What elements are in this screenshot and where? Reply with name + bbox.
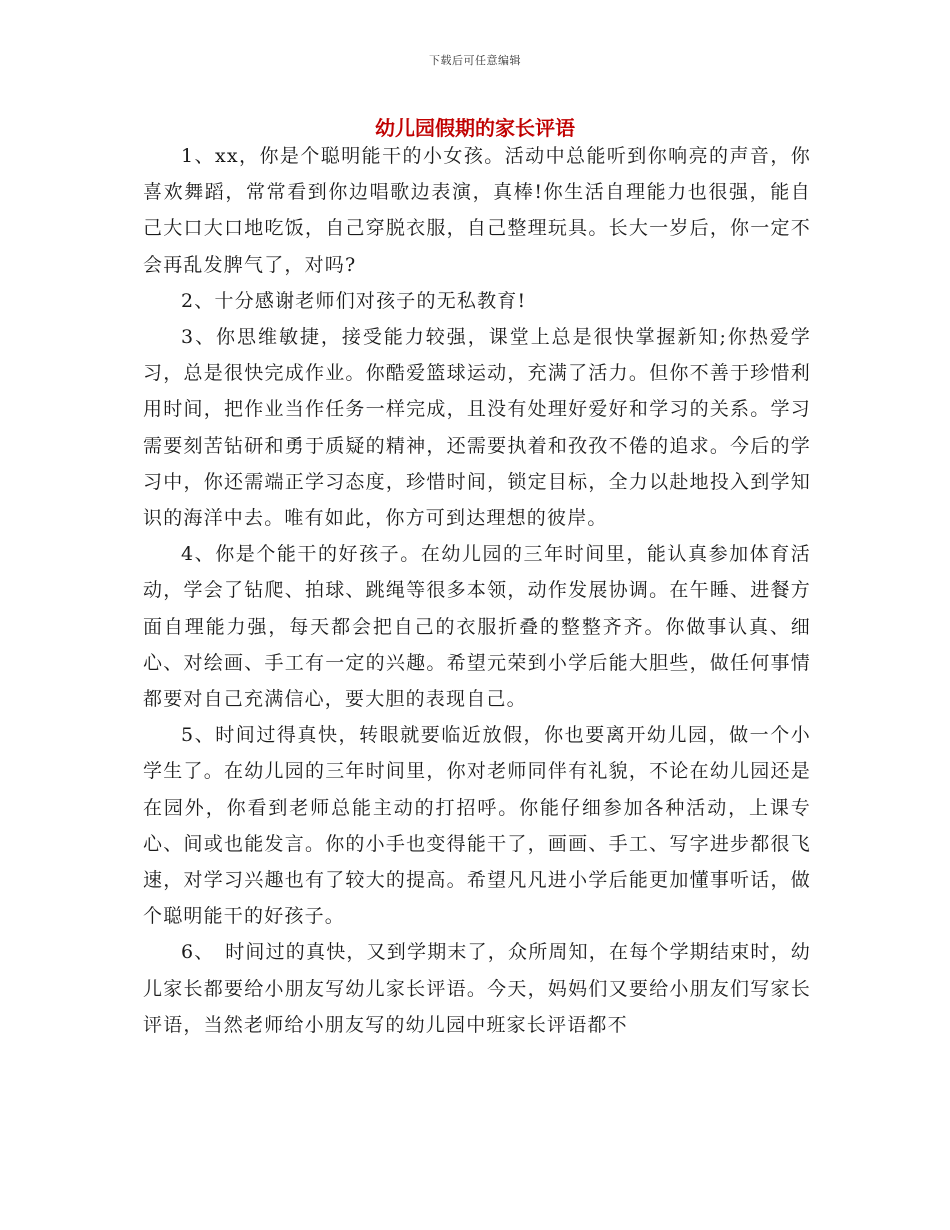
comment-paragraph-6: 6、 时间过的真快，又到学期末了，众所周知，在每个学期结束时，幼儿家长都要给小朋友写幼儿家长评语。今天，妈妈们又要给小朋友们写家长评语，当然老师给小朋友写的幼儿园中班家长评语都不	[143, 941, 811, 1036]
comment-paragraph-2: 2、十分感谢老师们对孩子的无私教育!	[181, 289, 527, 312]
comment-paragraph-5: 5、时间过得真快，转眼就要临近放假，你也要离开幼儿园，做一个小学生了。在幼儿园的三年时间里，你对老师同伴有礼貌，不论在幼儿园还是在园外，你看到老师总能主动的打招呼。你能仔细参加各种活动，上课专心、间或也能发言。你的小手也变得能干了，画画、手工、写字进步都很飞速，对学习兴趣也有了较大的提高。希望凡凡进小学后能更加懂事听话，做个聪明能干的好孩子。	[143, 724, 811, 928]
page-header-note: 下载后可任意编辑	[429, 54, 521, 67]
comment-paragraph-4: 4、你是个能干的好孩子。在幼儿园的三年时间里，能认真参加体育活动，学会了钻爬、拍球、跳绳等很多本领，动作发展协调。在午睡、进餐方面自理能力强，每天都会把自己的衣服折叠的整整齐齐。你做事认真、细心、对绘画、手工有一定的兴趣。希望元荣到小学后能大胆些，做任何事情都要对自己充满信心，要大胆的表现自己。	[143, 543, 811, 711]
document-title: 幼儿园假期的家长评语	[375, 116, 575, 140]
document-body	[143, 138, 811, 1043]
comment-paragraph-1: 1、xx，你是个聪明能干的小女孩。活动中总能听到你响亮的声音，你喜欢舞蹈，常常看到你边唱歌边表演，真棒!你生活自理能力也很强，能自己大口大口地吃饭，自己穿脱衣服，自己整理玩具。长大一岁后，你一定不会再乱发脾气了，对吗?	[143, 145, 811, 276]
comment-paragraph-3: 3、你思维敏捷，接受能力较强，课堂上总是很快掌握新知;你热爱学习，总是很快完成作业。你酷爱篮球运动，充满了活力。但你不善于珍惜利用时间，把作业当作任务一样完成，且没有处理好爱好和学习的关系。学习需要刻苦钻研和勇于质疑的精神，还需要执着和孜孜不倦的追求。今后的学习中，你还需端正学习态度，珍惜时间，锁定目标，全力以赴地投入到学知识的海洋中去。唯有如此，你方可到达理想的彼岸。	[143, 326, 811, 530]
